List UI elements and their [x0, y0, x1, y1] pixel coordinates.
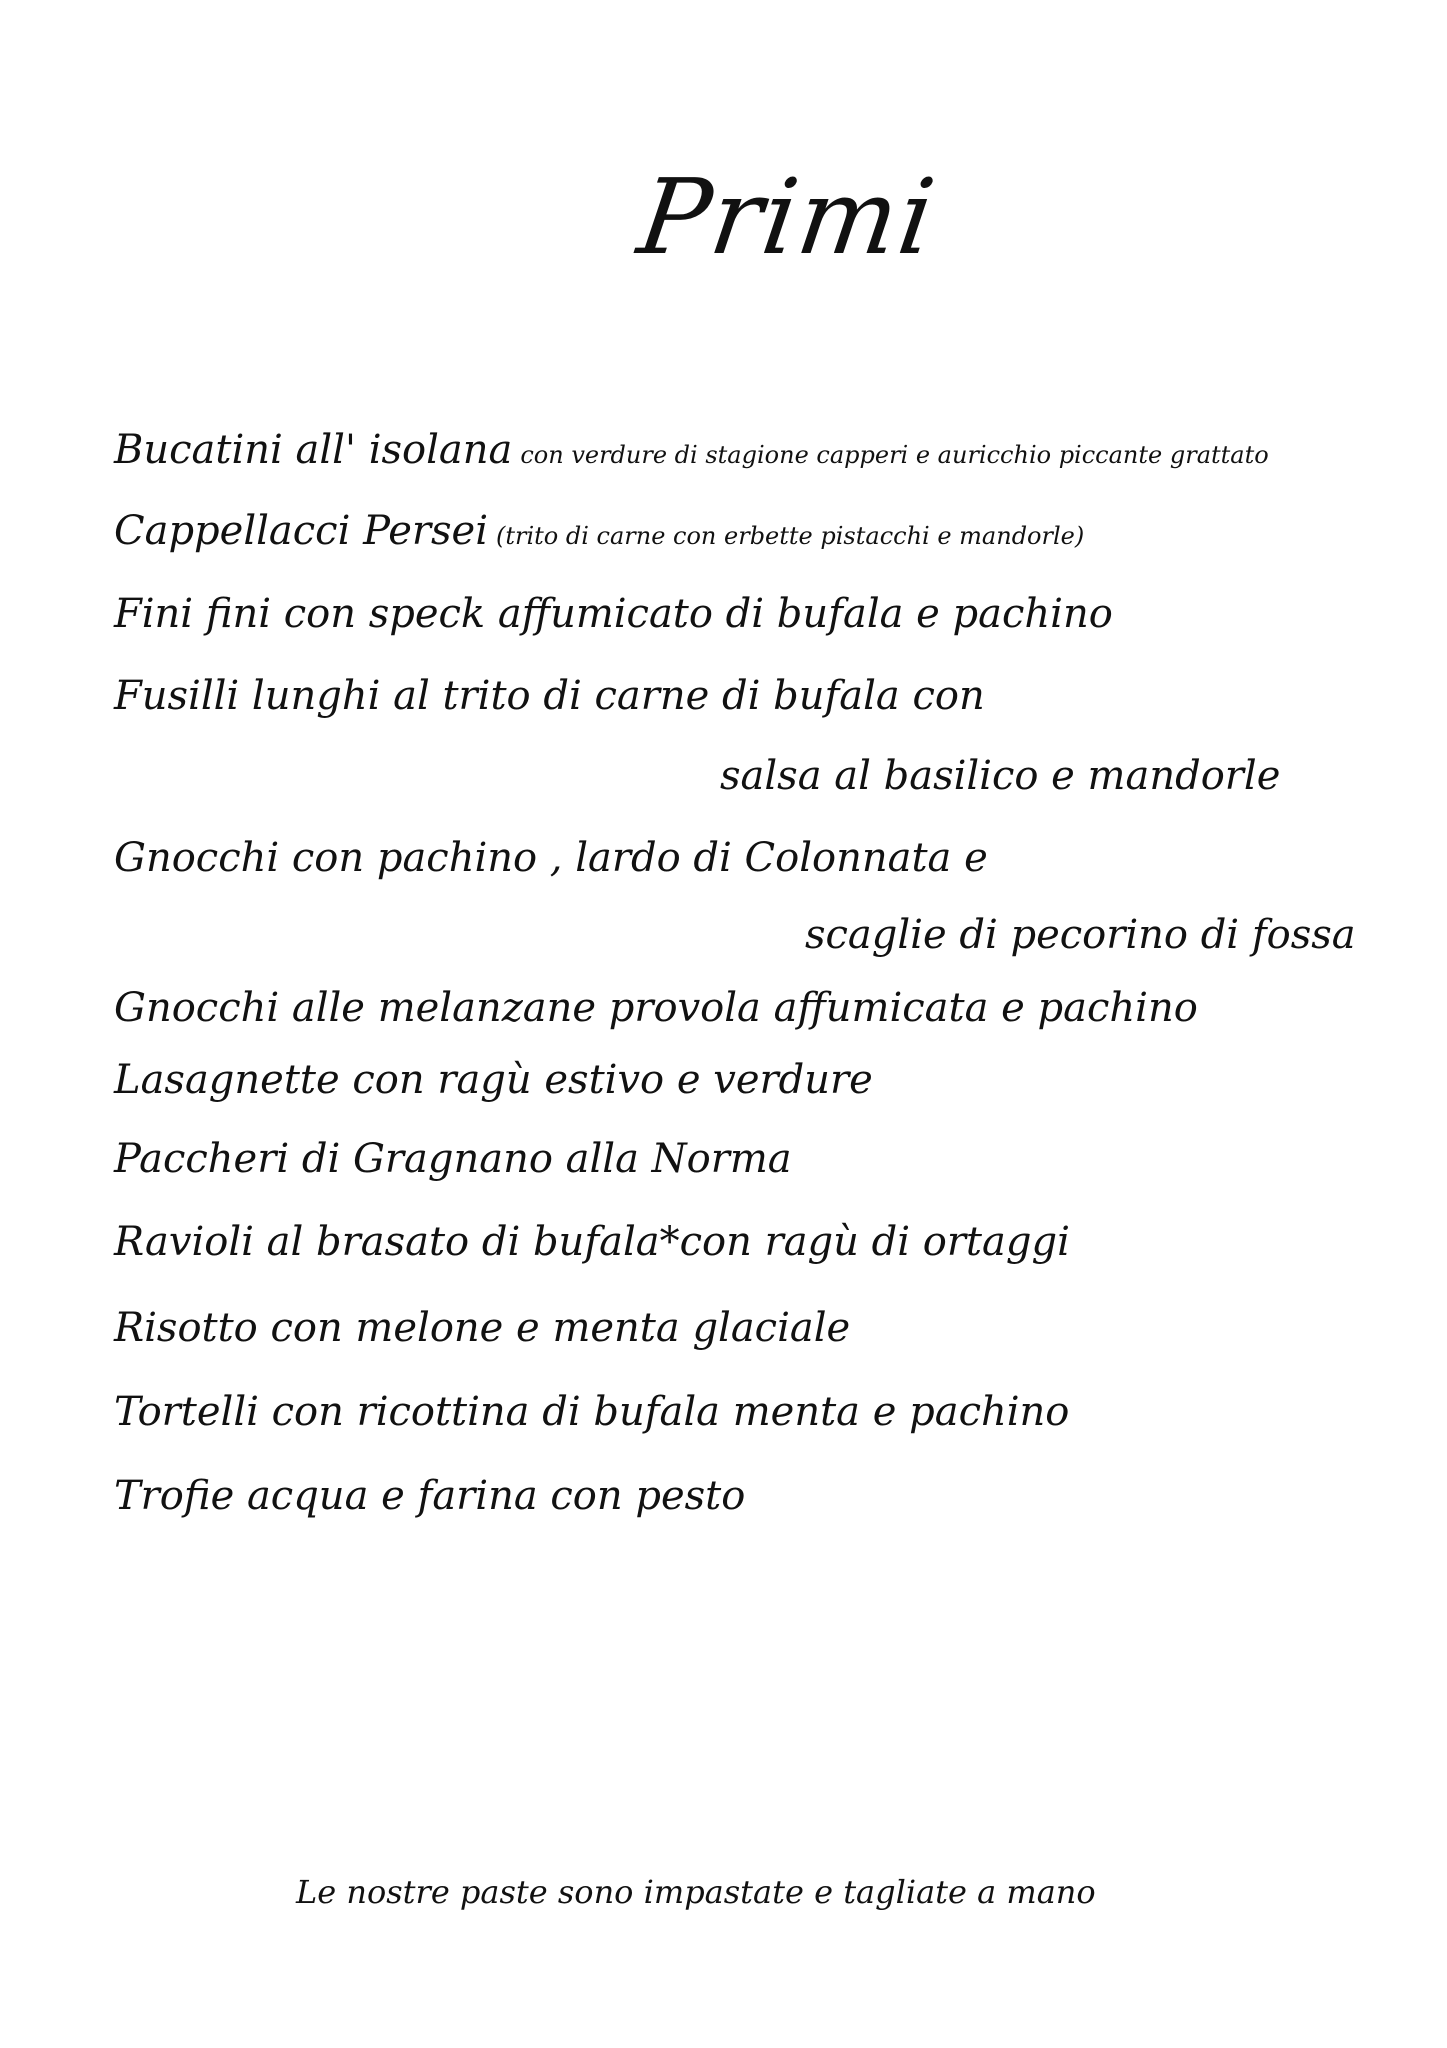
menu-item-fusilli-continued	[720, 753, 1281, 799]
footer-note: Le nostre paste sono impastate e tagliate a mano	[296, 1873, 1096, 1911]
dish-name: Bucatini all' isolana	[114, 427, 513, 473]
dish-name: Gnocchi con pachino , lardo di Colonnata e	[114, 835, 988, 881]
menu-item-lasagnette	[114, 1057, 873, 1103]
dish-name: Gnocchi alle melanzane provola affumicata e pachino	[114, 985, 1198, 1031]
menu-item-gnocchi-pachino-continued	[805, 912, 1356, 958]
menu-item-gnocchi-pachino	[114, 835, 988, 881]
menu-item-trofie	[114, 1473, 746, 1519]
menu-item-paccheri	[114, 1136, 792, 1182]
menu-item-gnocchi-melanzane	[114, 985, 1198, 1031]
dish-description: con verdure di stagione capperi e auricchio piccante grattato	[520, 441, 1269, 469]
menu-item-cappellacci	[114, 508, 1085, 554]
dish-name: Trofie acqua e farina con pesto	[114, 1473, 746, 1519]
menu-item-risotto	[114, 1305, 851, 1351]
menu-item-ravioli	[114, 1219, 1070, 1265]
dish-name-continued: salsa al basilico e mandorle	[720, 753, 1281, 799]
dish-name: Ravioli al brasato di bufala*con ragù di ortaggi	[114, 1219, 1070, 1265]
menu-item-bucatini	[114, 427, 1269, 473]
menu-item-fini-fini	[114, 591, 1113, 637]
page-title: Primi	[631, 156, 944, 278]
dish-name: Paccheri di Gragnano alla Norma	[114, 1136, 792, 1182]
dish-name-continued: scaglie di pecorino di fossa	[805, 912, 1356, 958]
dish-description: (trito di carne con erbette pistacchi e mandorle)	[495, 522, 1085, 550]
dish-name: Lasagnette con ragù estivo e verdure	[114, 1057, 873, 1103]
menu-item-fusilli	[114, 673, 985, 719]
dish-name: Risotto con melone e menta glaciale	[114, 1305, 851, 1351]
menu-item-tortelli	[114, 1389, 1070, 1435]
dish-name: Fini fini con speck affumicato di bufala e pachino	[114, 591, 1113, 637]
dish-name: Tortelli con ricottina di bufala menta e pachino	[114, 1389, 1070, 1435]
dish-name: Fusilli lunghi al trito di carne di bufala con	[114, 673, 985, 719]
dish-name: Cappellacci Persei	[114, 508, 488, 554]
